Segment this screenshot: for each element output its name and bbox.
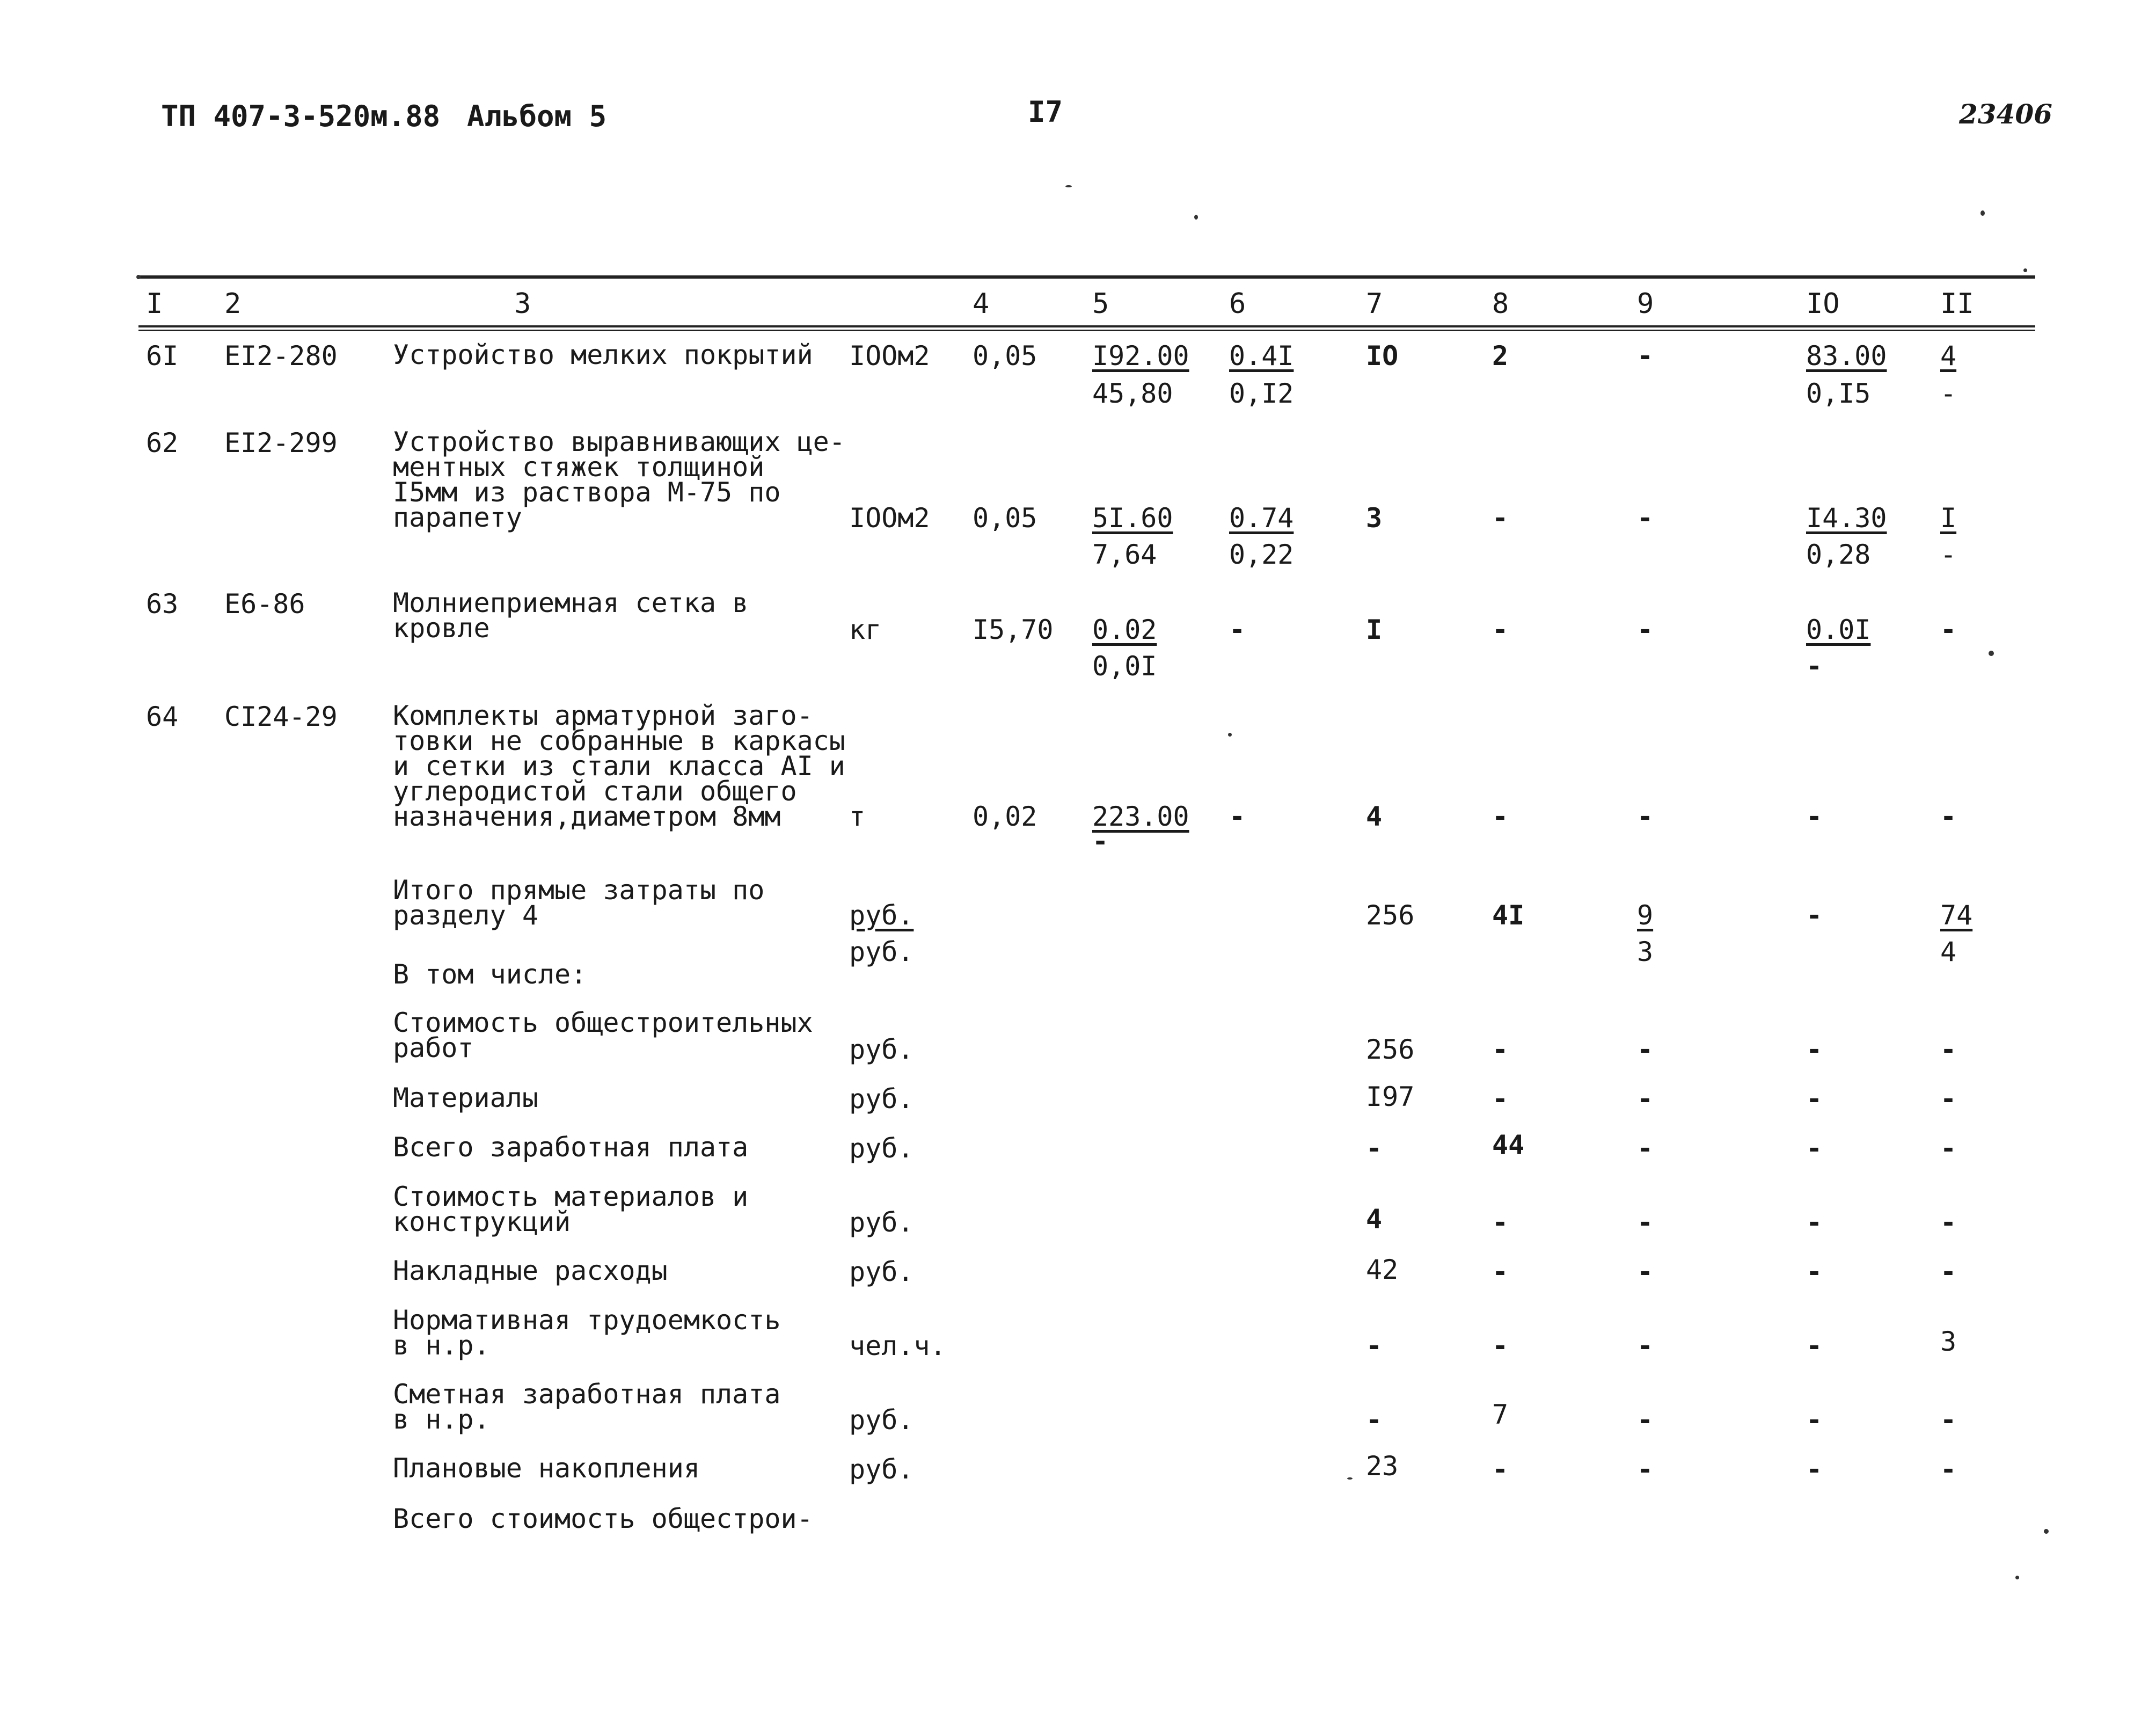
scan-speck xyxy=(1065,185,1072,187)
trailing-text: Всего стоимость общестрои- xyxy=(393,1503,813,1534)
unit: IOOм2 xyxy=(849,502,930,534)
including-label: В том числе: xyxy=(393,959,587,990)
labor-unit: I4.30 xyxy=(1806,502,1887,534)
summary-description: Стоимость общестроительных работ xyxy=(393,1007,813,1063)
totals-col-9-bottom: 3 xyxy=(1637,936,1654,967)
labor-total: - xyxy=(1940,614,1957,645)
unit-cost: 5I.60 xyxy=(1092,502,1173,534)
labor-total-bottom: - xyxy=(1940,378,1957,409)
summary-col-11: - xyxy=(1940,1083,1957,1114)
col-num-10: IO xyxy=(1806,288,1840,320)
summary-col-11: 3 xyxy=(1940,1326,1957,1357)
unit-wage: 7,64 xyxy=(1092,539,1157,570)
summary-wage: - xyxy=(1492,1330,1509,1361)
summary-col-10: - xyxy=(1806,1454,1823,1485)
archive-number: 23406 xyxy=(1959,98,2052,130)
labor-unit-bottom: 0,I5 xyxy=(1806,378,1871,409)
summary-cost: 42 xyxy=(1366,1254,1399,1285)
unit: т xyxy=(849,801,866,832)
scan-speck xyxy=(1194,215,1198,220)
summary-wage: 44 xyxy=(1492,1130,1525,1161)
summary-col-9: - xyxy=(1637,1083,1654,1114)
col-num-2: 2 xyxy=(224,288,242,320)
unit-cost: 223.00 xyxy=(1092,801,1189,832)
machine-cost: - xyxy=(1229,614,1246,645)
table-top-rule xyxy=(138,275,2035,279)
summary-cost: I97 xyxy=(1366,1081,1415,1112)
col-9-value: - xyxy=(1637,614,1654,645)
summary-cost: 4 xyxy=(1366,1204,1383,1235)
summary-wage: - xyxy=(1492,1256,1509,1287)
summary-col-9: - xyxy=(1637,1256,1654,1287)
norm-code: CI24-29 xyxy=(224,701,338,732)
quantity: I5,70 xyxy=(973,614,1054,645)
totals-col-9: 9 xyxy=(1637,900,1654,931)
summary-description: Накладные расходы xyxy=(393,1255,668,1286)
scan-speck xyxy=(2044,1529,2049,1534)
summary-wage: - xyxy=(1492,1083,1509,1114)
labor-unit-bottom: 0,28 xyxy=(1806,539,1871,570)
totals-description: Итого прямые затраты по разделу 4 xyxy=(393,875,765,931)
summary-unit: руб. xyxy=(849,1454,914,1485)
row-number: 62 xyxy=(146,427,179,458)
quantity: 0,02 xyxy=(973,801,1037,832)
summary-col-10: - xyxy=(1806,1207,1823,1238)
unit-wage: 45,80 xyxy=(1092,378,1173,409)
summary-col-11: - xyxy=(1940,1133,1957,1164)
totals-cost: 256 xyxy=(1366,900,1415,931)
labor-total: I xyxy=(1940,502,1957,534)
unit: IOOм2 xyxy=(849,340,930,371)
summary-unit: руб. xyxy=(849,1404,914,1436)
summary-col-10: - xyxy=(1806,1330,1823,1361)
summary-wage: - xyxy=(1492,1034,1509,1065)
work-description: Устройство выравнивающих це- ментных стяжек толщиной I5мм из раствора М-75 по парапету xyxy=(393,426,845,533)
summary-col-9: - xyxy=(1637,1404,1654,1436)
scan-speck xyxy=(1980,210,1985,216)
total-wage: 2 xyxy=(1492,340,1509,371)
album-label: Альбом 5 xyxy=(467,99,607,133)
machine-cost: - xyxy=(1229,801,1246,832)
unit-cost: 0.02 xyxy=(1092,614,1157,645)
summary-description: Всего заработная плата xyxy=(393,1132,749,1163)
norm-code: E6-86 xyxy=(224,588,305,620)
total-cost: 4 xyxy=(1366,801,1383,832)
summary-col-9: - xyxy=(1637,1034,1654,1065)
unit-wage: - xyxy=(1092,826,1109,857)
unit: кг xyxy=(849,614,882,645)
total-cost: 3 xyxy=(1366,502,1383,534)
summary-col-10: - xyxy=(1806,1133,1823,1164)
summary-wage: - xyxy=(1492,1454,1509,1485)
summary-description: Сметная заработная плата в н.р. xyxy=(393,1379,781,1435)
totals-labor-unit: - xyxy=(1806,900,1823,931)
scan-speck xyxy=(1347,1477,1353,1480)
col-num-9: 9 xyxy=(1637,288,1654,320)
quantity: 0,05 xyxy=(973,502,1037,534)
labor-total: 4 xyxy=(1940,340,1957,371)
labor-total-bottom: - xyxy=(1940,539,1957,570)
col-num-6: 6 xyxy=(1229,288,1246,320)
col-num-7: 7 xyxy=(1366,288,1383,320)
row-number: 6I xyxy=(146,340,179,371)
col-num-1: I xyxy=(146,288,163,320)
totals-labor: 74 xyxy=(1940,900,1973,931)
summary-col-10: - xyxy=(1806,1256,1823,1287)
summary-col-10: - xyxy=(1806,1034,1823,1065)
summary-unit: руб. xyxy=(849,1034,914,1065)
summary-col-11: - xyxy=(1940,1034,1957,1065)
summary-description: Стоимость материалов и конструкций xyxy=(393,1181,749,1237)
summary-col-11: - xyxy=(1940,1207,1957,1238)
scan-speck xyxy=(2023,268,2027,272)
total-cost: IO xyxy=(1366,340,1399,371)
machine-wage: 0,I2 xyxy=(1229,378,1294,409)
summary-unit: руб. xyxy=(849,1083,914,1114)
summary-col-9: - xyxy=(1637,1133,1654,1164)
totals-unit-2: руб. xyxy=(849,936,914,967)
summary-cost: - xyxy=(1366,1330,1383,1361)
scan-speck xyxy=(1989,651,1994,656)
summary-description: Нормативная трудоемкость в н.р. xyxy=(393,1305,781,1361)
col-9-value: - xyxy=(1637,340,1654,371)
labor-unit-bottom: - xyxy=(1806,651,1823,682)
summary-unit: руб. xyxy=(849,1207,914,1238)
total-wage: - xyxy=(1492,502,1509,534)
summary-col-11: - xyxy=(1940,1454,1957,1485)
summary-cost: 256 xyxy=(1366,1034,1415,1065)
summary-unit: чел.ч. xyxy=(849,1330,946,1361)
norm-code: EI2-280 xyxy=(224,340,338,371)
summary-unit: руб. xyxy=(849,1133,914,1164)
summary-cost: - xyxy=(1366,1133,1383,1164)
col-num-5: 5 xyxy=(1092,288,1109,320)
summary-col-10: - xyxy=(1806,1404,1823,1436)
summary-col-9: - xyxy=(1637,1330,1654,1361)
row-number: 64 xyxy=(146,701,179,732)
work-description: Устройство мелких покрытий xyxy=(393,339,813,370)
summary-col-10: - xyxy=(1806,1083,1823,1114)
scan-speck xyxy=(2015,1576,2019,1579)
totals-labor-bottom: 4 xyxy=(1940,936,1957,967)
summary-cost: 23 xyxy=(1366,1451,1399,1482)
labor-unit: 83.00 xyxy=(1806,340,1887,371)
summary-wage: - xyxy=(1492,1207,1509,1238)
header-rule xyxy=(138,325,2035,327)
total-wage: - xyxy=(1492,614,1509,645)
machine-cost: 0.4I xyxy=(1229,340,1294,371)
summary-description: Плановые накопления xyxy=(393,1453,700,1484)
scan-speck xyxy=(1228,733,1232,737)
summary-description: Материалы xyxy=(393,1082,538,1113)
summary-unit: руб. xyxy=(849,1256,914,1287)
col-num-8: 8 xyxy=(1492,288,1509,320)
summary-wage: 7 xyxy=(1492,1399,1509,1430)
unit-cost: I92.00 xyxy=(1092,340,1189,371)
row-number: 63 xyxy=(146,588,179,620)
summary-col-9: - xyxy=(1637,1207,1654,1238)
machine-wage: 0,22 xyxy=(1229,539,1294,570)
page-number: I7 xyxy=(1028,95,1063,129)
header-rule-2 xyxy=(138,330,2035,331)
col-num-3: 3 xyxy=(514,288,531,320)
norm-code: EI2-299 xyxy=(224,427,338,458)
scan-speck xyxy=(136,275,141,279)
work-description: Комплекты арматурной заго- товки не собранные в каркасы и сетки из стали класса AI и углеродистой стали общего назначения,диаметром 8мм xyxy=(393,700,845,832)
work-description: Молниеприемная сетка в кровле xyxy=(393,587,749,644)
col-9-value: - xyxy=(1637,801,1654,832)
quantity: 0,05 xyxy=(973,340,1037,371)
col-num-11: II xyxy=(1940,288,1974,320)
unit-wage: 0,0I xyxy=(1092,651,1157,682)
summary-col-11: - xyxy=(1940,1404,1957,1436)
summary-col-11: - xyxy=(1940,1256,1957,1287)
total-cost: I xyxy=(1366,614,1383,645)
summary-cost: - xyxy=(1366,1404,1383,1436)
summary-col-9: - xyxy=(1637,1454,1654,1485)
col-num-4: 4 xyxy=(973,288,990,320)
machine-cost: 0.74 xyxy=(1229,502,1294,534)
col-9-value: - xyxy=(1637,502,1654,534)
labor-unit: - xyxy=(1806,801,1823,832)
labor-total: - xyxy=(1940,801,1957,832)
totals-wage: 4I xyxy=(1492,900,1525,931)
total-wage: - xyxy=(1492,801,1509,832)
totals-unit: руб. xyxy=(849,900,914,931)
labor-unit: 0.0I xyxy=(1806,614,1871,645)
document-code: ТП 407-3-520м.88 xyxy=(161,99,441,133)
